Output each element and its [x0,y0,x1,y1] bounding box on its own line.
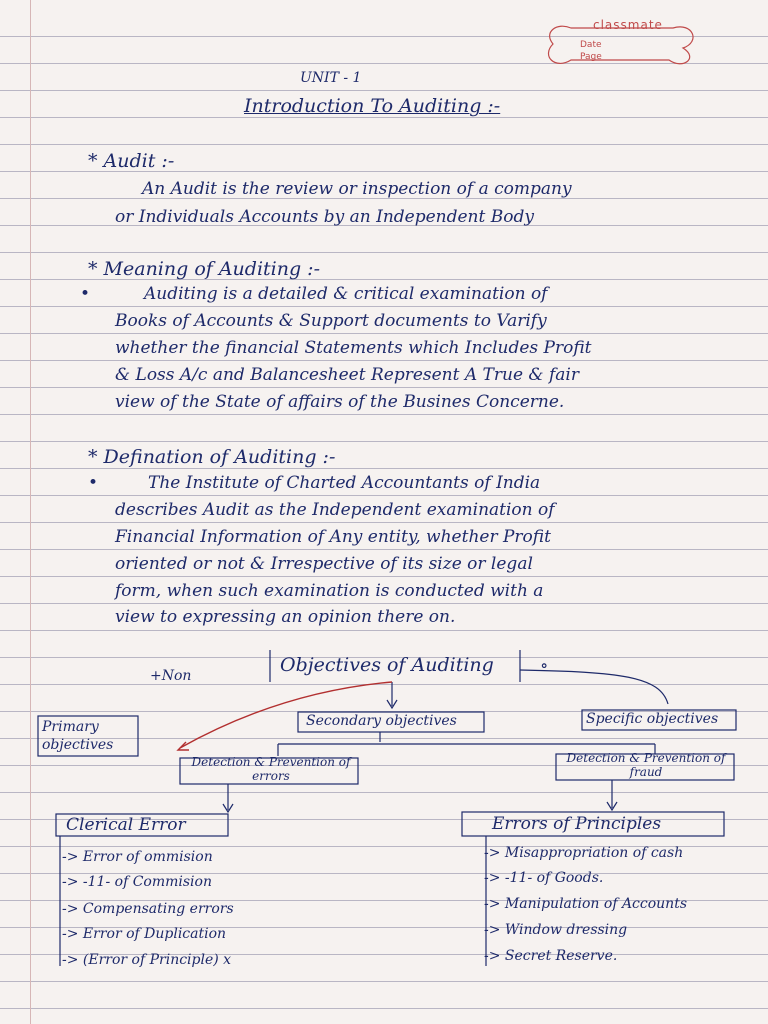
meaning-line-3: whether the financial Statements which Includes Profit [115,338,592,358]
objectives-dot-icon: ∘ [540,656,549,676]
secondary-objectives-label: Secondary objectives [306,713,457,729]
definition-line-6: view to expressing an opinion there on. [115,607,456,627]
definition-line-2: describes Audit as the Independent examination of [115,500,555,520]
page-title: Introduction To Auditing :- [244,95,501,117]
audit-line-1: An Audit is the review or inspection of a company [142,179,572,199]
date-label: Date [580,40,602,50]
definition-heading: * Defination of Auditing :- [88,446,336,468]
detection-fraud-label: Detection & Prevention of fraud [566,751,726,779]
detection-errors-label: Detection & Prevention of errors [191,755,351,783]
unit-label: UNIT - 1 [300,70,362,86]
audit-line-2: or Individuals Accounts by an Independent Body [115,207,534,227]
objectives-main-label: Objectives of Auditing [280,654,494,676]
clerical-item-1: -> Error of ommision [62,849,213,865]
fraud-item-4: -> Window dressing [484,922,628,938]
errors-of-principles-title: Errors of Principles [492,814,662,834]
page-label: Page [580,52,602,62]
meaning-line-1: Auditing is a detailed & critical examination of [144,284,548,304]
meaning-line-4: & Loss A/c and Balancesheet Represent A True & fair [115,365,579,385]
meaning-line-2: Books of Accounts & Support documents to Varify [115,311,547,331]
bullet-icon: • [88,473,99,493]
clerical-item-2: -> -11- of Commision [62,874,212,890]
clerical-item-3: -> Compensating errors [62,901,234,917]
definition-line-1: The Institute of Charted Accountants of India [148,473,541,493]
fraud-item-5: -> Secret Reserve. [484,948,618,964]
objectives-side-note: +Non [150,668,192,684]
fraud-item-1: -> Misappropriation of cash [484,845,684,861]
brand-name: classmate [593,18,663,32]
clerical-item-4: -> Error of Duplication [62,926,227,942]
definition-line-5: form, when such examination is conducted with a [115,581,544,601]
specific-objectives-label: Specific objectives [586,711,719,727]
primary-objectives-label: Primary objectives [42,719,114,753]
clerical-error-title: Clerical Error [66,815,186,835]
bullet-icon: • [80,284,91,304]
meaning-line-5: view of the State of affairs of the Busines Concerne. [115,392,565,412]
meaning-heading: * Meaning of Auditing :- [88,258,320,280]
definition-line-3: Financial Information of Any entity, whether Profit [115,527,551,547]
definition-line-4: oriented or not & Irrespective of its size or legal [115,554,533,574]
fraud-item-2: -> -11- of Goods. [484,870,604,886]
fraud-item-3: -> Manipulation of Accounts [484,896,688,912]
audit-heading: * Audit :- [88,150,175,172]
clerical-item-5: -> (Error of Principle) x [62,952,232,968]
